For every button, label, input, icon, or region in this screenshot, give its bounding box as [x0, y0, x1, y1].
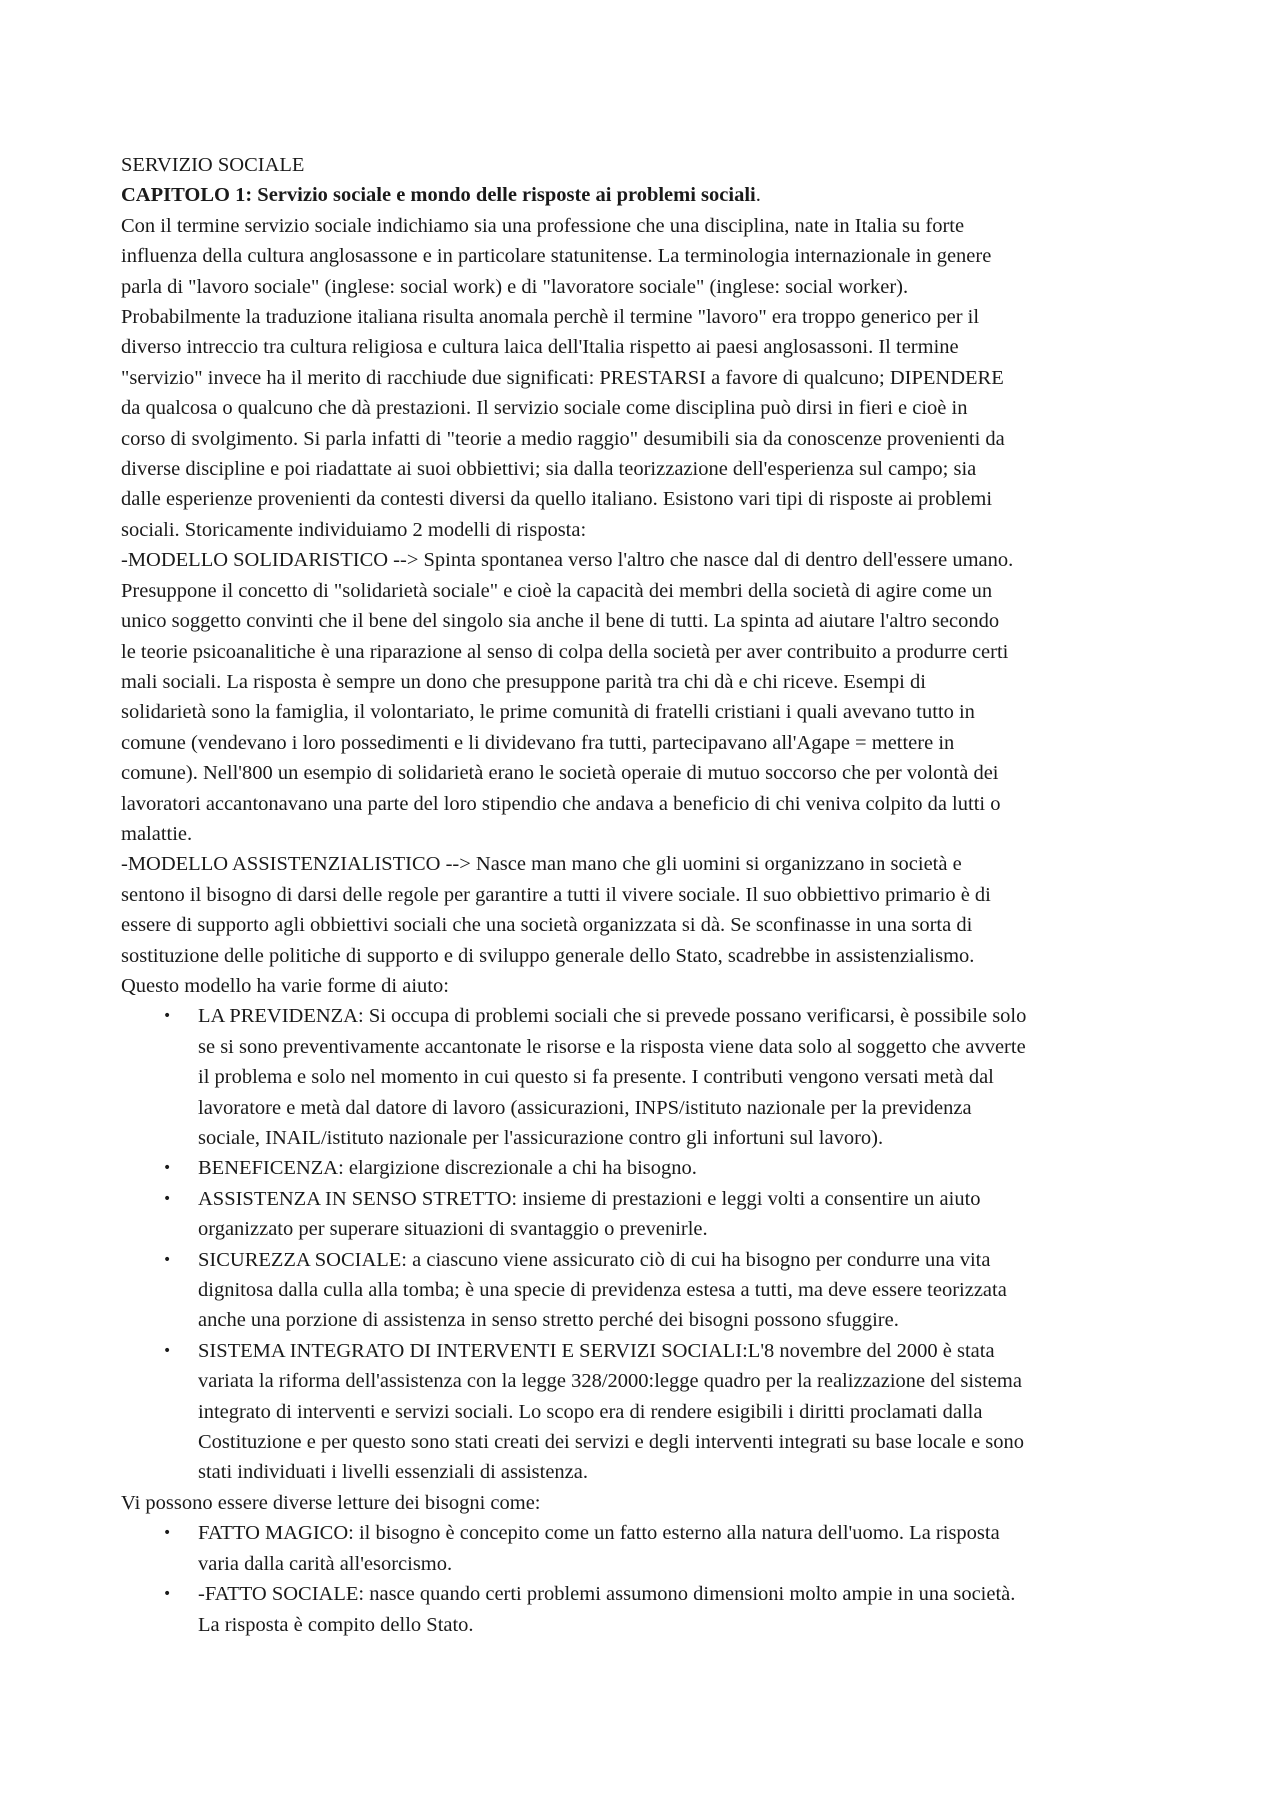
chapter-heading-text: CAPITOLO 1: Servizio sociale e mondo delle risposte ai problemi sociali — [121, 184, 756, 207]
chapter-heading-period: . — [755, 184, 761, 207]
list-item — [121, 1579, 1161, 1640]
bullet-icon: • — [163, 1251, 172, 1268]
text-line: Probabilmente la traduzione italiana risulta anomala perchè il termine "lavoro" era troppo generico per il — [121, 306, 980, 329]
text-line: sostituzione delle politiche di supporto e di sviluppo generale dello Stato, scadrebbe in assistenzialismo. — [121, 944, 975, 967]
text-line: Con il termine servizio sociale indichiamo sia una professione che una disciplina, nate in Italia su forte — [121, 214, 965, 237]
text-line: "servizio" invece ha il merito di racchiude due significati: PRESTARSI a favore di qualcuno; DIPENDERE — [121, 366, 1004, 389]
document-page — [121, 150, 1161, 1640]
list-item-line: SISTEMA INTEGRATO DI INTERVENTI E SERVIZI SOCIALI:L'8 novembre del 2000 è stata — [198, 1339, 995, 1362]
text-line: Presuppone il concetto di "solidarietà sociale" e cioè la capacità dei membri della società di agire come un — [121, 579, 993, 602]
list-item-line: -FATTO SOCIALE: nasce quando certi problemi assumono dimensioni molto ampie in una società. — [198, 1583, 1016, 1606]
list-item — [121, 1336, 1161, 1488]
intro-paragraph — [121, 211, 1161, 545]
modello-assistenzialistico-paragraph — [121, 849, 1161, 1001]
list-item-line: anche una porzione di assistenza in senso stretto perché dei bisogni possono sfuggire. — [198, 1309, 899, 1332]
document-title: SERVIZIO SOCIALE — [121, 154, 305, 176]
list-item-line: organizzato per superare situazioni di svantaggio o prevenirle. — [198, 1218, 708, 1241]
bullet-icon: • — [163, 1008, 172, 1025]
text-line: essere di supporto agli obbiettivi sociali che una società organizzata si dà. Se sconfinasse in una sorta di — [121, 914, 973, 937]
chapter-heading — [121, 180, 1161, 210]
bullet-icon: • — [163, 1160, 172, 1177]
list-item-line: integrato di interventi e servizi sociali. Lo scopo era di rendere esigibili i diritti proclamati dalla — [198, 1400, 983, 1423]
list-item-line: dignitosa dalla culla alla tomba; è una specie di previdenza estesa a tutti, ma deve essere teorizzata — [198, 1279, 1007, 1302]
list-item-line: il problema e solo nel momento in cui questo si fa presente. I contributi vengono versati metà dal — [198, 1066, 994, 1089]
text-line: -MODELLO SOLIDARISTICO --> Spinta spontanea verso l'altro che nasce dal di dentro dell'essere umano. — [121, 549, 1014, 572]
list-item-line: variata la riforma dell'assistenza con la legge 328/2000:legge quadro per la realizzazione del sistema — [198, 1370, 1022, 1393]
text-line: le teorie psicoanalitiche è una riparazione al senso di colpa della società per aver contribuito a produrre certi — [121, 640, 1009, 663]
modello-solidaristico-paragraph — [121, 545, 1161, 849]
letture-bisogni-intro: Vi possono essere diverse letture dei bisogni come: — [121, 1491, 541, 1514]
list-item-line: stati individuati i livelli essenziali di assistenza. — [198, 1461, 588, 1484]
text-line: Questo modello ha varie forme di aiuto: — [121, 974, 449, 997]
text-line: diverso intreccio tra cultura religiosa e cultura laica dell'Italia rispetto ai paesi anglosassoni. Il termine — [121, 336, 959, 359]
list-item-line: ASSISTENZA IN SENSO STRETTO: insieme di prestazioni e leggi volti a consentire un aiuto — [198, 1187, 981, 1210]
text-line: solidarietà sono la famiglia, il volontariato, le prime comunità di fratelli cristiani i quali avevano tutto in — [121, 701, 975, 724]
bullet-icon: • — [163, 1342, 172, 1359]
text-line: lavoratori accantonavano una parte del loro stipendio che andava a beneficio di chi veniva colpito da lutti o — [121, 792, 1001, 815]
text-line: sentono il bisogno di darsi delle regole per garantire a tutti il vivere sociale. Il suo obbiettivo primario è di — [121, 883, 991, 906]
text-line: parla di "lavoro sociale" (inglese: social work) e di "lavoratore sociale" (inglese: social worker). — [121, 275, 909, 298]
list-item-line: se si sono preventivamente accantonate le risorse e la risposta viene data solo al soggetto che avverte — [198, 1035, 1026, 1058]
list-item — [121, 1518, 1161, 1579]
list-item-line: BENEFICENZA: elargizione discrezionale a chi ha bisogno. — [198, 1157, 697, 1180]
forme-di-aiuto-list — [121, 1001, 1161, 1488]
text-line: unico soggetto convinti che il bene del singolo sia anche il bene di tutti. La spinta ad aiutare l'altro secondo — [121, 610, 1000, 633]
text-line: influenza della cultura anglosassone e in particolare statunitense. La terminologia internazionale in genere — [121, 245, 992, 268]
list-item-line: lavoratore e metà dal datore di lavoro (assicurazioni, INPS/istituto nazionale per la previdenza — [198, 1096, 972, 1119]
letture-bisogni-list — [121, 1518, 1161, 1640]
text-line: corso di svolgimento. Si parla infatti di "teorie a medio raggio" desumibili sia da conoscenze provenienti da — [121, 427, 1005, 450]
list-item — [121, 1001, 1161, 1153]
list-item — [121, 1245, 1161, 1336]
text-line: comune (vendevano i loro possedimenti e li dividevano fra tutti, partecipavano all'Agape = mettere in — [121, 731, 955, 754]
text-line: malattie. — [121, 822, 193, 845]
list-item — [121, 1184, 1161, 1245]
list-item-line: La risposta è compito dello Stato. — [198, 1613, 474, 1636]
bullet-icon: • — [163, 1586, 172, 1603]
text-line: mali sociali. La risposta è sempre un dono che presuppone parità tra chi dà e chi riceve. Esempi di — [121, 670, 926, 693]
list-item-line: LA PREVIDENZA: Si occupa di problemi sociali che si prevede possano verificarsi, è possibile solo — [198, 1005, 1027, 1028]
text-line: comune). Nell'800 un esempio di solidarietà erano le società operaie di mutuo soccorso che per volontà dei — [121, 762, 999, 785]
bullet-icon: • — [163, 1525, 172, 1542]
text-line: -MODELLO ASSISTENZIALISTICO --> Nasce man mano che gli uomini si organizzano in società e — [121, 853, 962, 876]
text-line: dalle esperienze provenienti da contesti diversi da quello italiano. Esistono vari tipi di risposte ai problemi — [121, 488, 993, 511]
list-item-line: SICUREZZA SOCIALE: a ciascuno viene assicurato ciò di cui ha bisogno per condurre una vita — [198, 1248, 991, 1271]
text-line: sociali. Storicamente individuiamo 2 modelli di risposta: — [121, 518, 587, 541]
list-item-line: Costituzione e per questo sono stati creati dei servizi e degli interventi integrati su base locale e sono — [198, 1431, 1025, 1454]
list-item — [121, 1153, 1161, 1183]
text-line: diverse discipline e poi riadattate ai suoi obbiettivi; sia dalla teorizzazione dell'esperienza sul campo; sia — [121, 458, 977, 481]
list-item-line: sociale, INAIL/istituto nazionale per l'assicurazione contro gli infortuni sul lavoro). — [198, 1127, 884, 1149]
list-item-line: FATTO MAGICO: il bisogno è concepito come un fatto esterno alla natura dell'uomo. La risposta — [198, 1522, 1000, 1545]
bullet-icon: • — [163, 1190, 172, 1207]
list-item-line: varia dalla carità all'esorcismo. — [198, 1552, 453, 1575]
text-line: da qualcosa o qualcuno che dà prestazioni. Il servizio sociale come disciplina può dirsi in fieri e cioè in — [121, 397, 968, 420]
